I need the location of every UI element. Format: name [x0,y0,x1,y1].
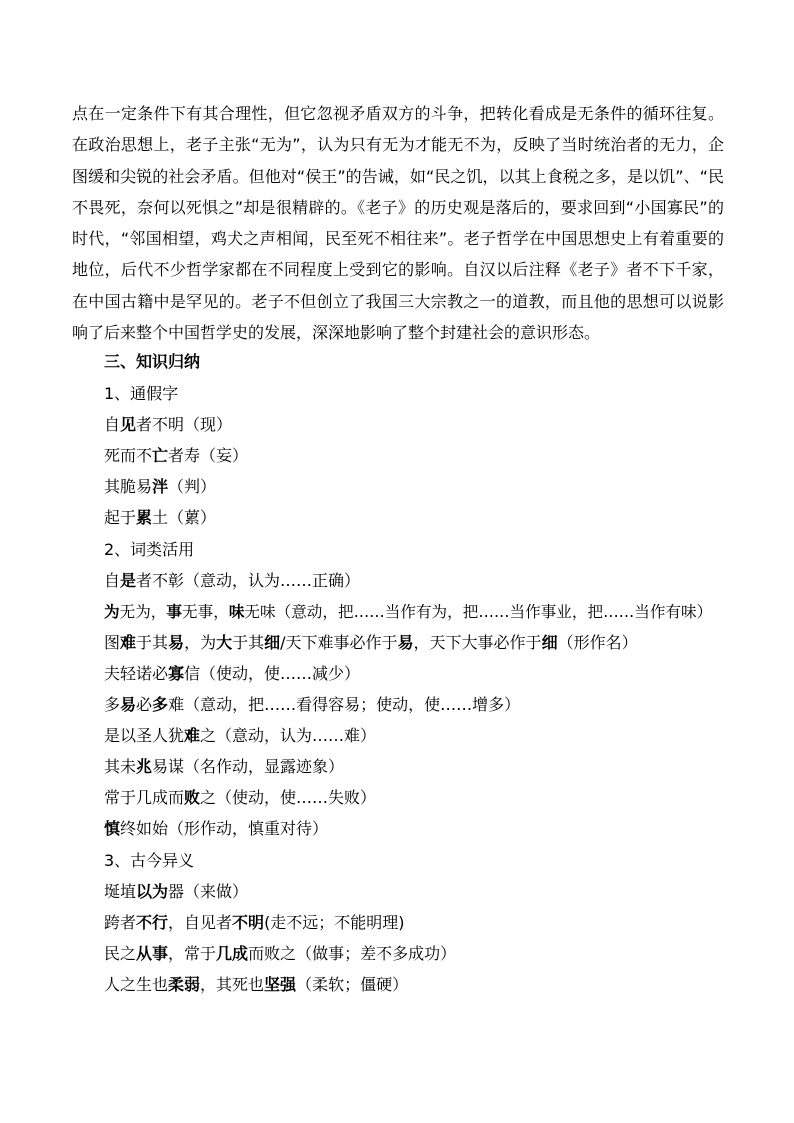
gujin-item: 跨者不行，自见者不明(走不远；不能明理) [104,913,405,932]
tongjiazi-item: 起于累土（蔂） [104,508,217,527]
cilei-item: 自是者不彰（意动，认为……正确） [104,571,361,590]
gujin-item: 民之从事，常于几成而败之（做事；差不多成功） [104,944,457,963]
gujin-item: 埏埴以为器（来做） [104,882,249,901]
gujin-title: 3、古今异义 [104,851,195,870]
tongjiazi-item: 自见者不明（现） [104,415,233,434]
cilei-item: 其未兆易谋（名作动，显露迹象） [104,757,345,776]
section-heading: 三、知识归纳 [104,352,201,371]
tongjiazi-title: 1、通假字 [104,384,179,403]
cilei-item: 为无为，事无事，味无味（意动，把……当作有为，把……当作事业，把……当作有味） [104,603,713,621]
tongjiazi-item: 其脆易泮（判） [104,477,217,496]
cilei-title: 2、词类活用 [104,540,195,559]
cilei-item: 多易必多难（意动，把……看得容易；使动，使……增多） [104,695,521,714]
tongjiazi-item: 死而不亡者寿（妄） [104,446,249,465]
cilei-item: 常于几成而败之（使动，使……失败） [104,788,377,807]
gujin-item: 人之生也柔弱，其死也坚强（柔软；僵硬） [104,975,409,994]
cilei-item: 是以圣人犹难之（意动，认为……难） [104,726,377,745]
intro-paragraph: 点在一定条件下有其合理性，但它忽视矛盾双方的斗争，把转化看成是无条件的循环往复。在政治思想上，老子主张“无为”，认为只有无为才能无不为，反映了当时统治者的无力，企图缓和尖锐的社会矛盾。但他对“侯王”的告诫，如“民之饥，以其上食税之多，是以饥”、“民不畏死，奈何以死惧之”却是很精辟的。《老子》的历史观是落后的，要求回到“小国寡民”的时代，“邻国相望，鸡犬之声相闻，民至死不相往来”。老子哲学在中国思想史上有着重要的地位，后代不少哲学家都在不同程度上受到它的影响。自汉以后注释《老子》者不下千家，在中国古籍中是罕见的。老子不但创立了我国三大宗教之一的道教，而且他的思想可以说影响了后来整个中国哲学史的发展，深深地影响了整个封建社会的意识形态。 [72,104,724,343]
cilei-item: 慎终如始（形作动，慎重对待） [104,819,329,838]
cilei-item: 夫轻诺必寡信（使动，使……减少） [104,664,361,683]
cilei-item: 图难于其易，为大于其细/天下难事必作于易，天下大事必作于细（形作名） [104,633,638,652]
